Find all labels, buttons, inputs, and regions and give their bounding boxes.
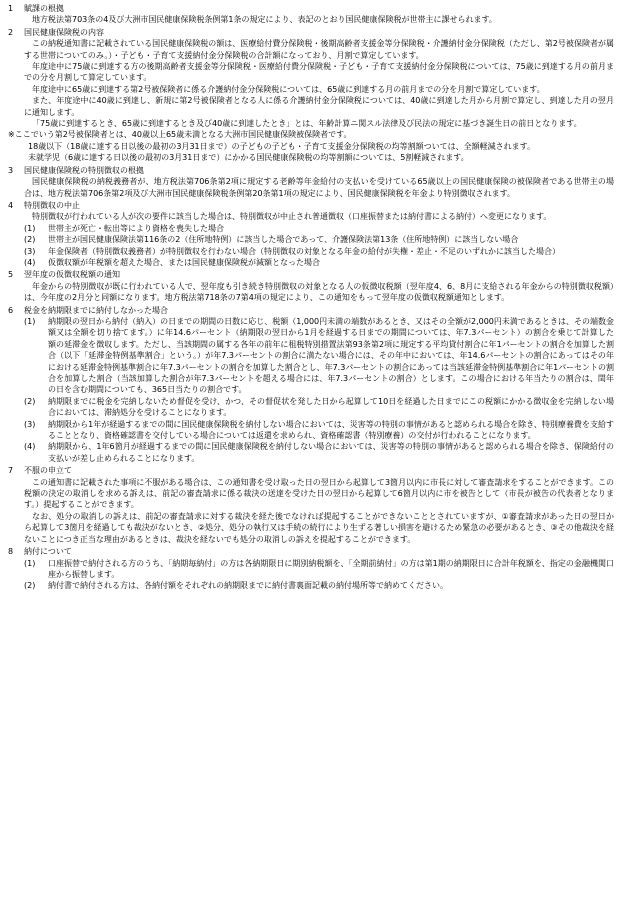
list-item bbox=[24, 257, 614, 268]
section-4 bbox=[8, 200, 614, 268]
section-heading bbox=[8, 27, 614, 38]
item-text: 納付書で納付される方は、各納付額をそれぞれの納期限までに納付書裏面記載の納付場所等で納めてください。 bbox=[48, 581, 448, 591]
section-2 bbox=[8, 27, 614, 164]
item-number: (3) bbox=[24, 419, 36, 429]
item-text: 世帯主が死亡・転出等により資格を喪失した場合 bbox=[48, 223, 224, 233]
paragraph: この納税通知書に記載されている国民健康保険税の額は、医療給付費分保険税・後期高齢者支援金等分保険税・介護納付金分保険税（ただし、第2号被保険者が属する世帯についてのみ。）・子ども・子育て支援納付金分保険税の合計額になっており、月割で算定しています。 bbox=[24, 39, 614, 60]
section-heading bbox=[8, 546, 614, 557]
list-item bbox=[24, 316, 614, 396]
item-number: (3) bbox=[24, 246, 36, 256]
section-title: 賦課の根拠 bbox=[24, 4, 64, 13]
section-8 bbox=[8, 546, 614, 592]
item-text: 納期限から1年が経過するまでの間に国民健康保険税を納付しない場合においては、災害等の特別の事情があると認められる場合を除き、特別療養費を支給することとなり、資格確認書を交付している場合については返還を求められ、資格確認書（特別療養）の交付が行われることになります。 bbox=[48, 419, 614, 441]
item-number: (2) bbox=[24, 581, 36, 591]
section-title: 国民健康保険税の内容 bbox=[24, 27, 104, 37]
list-item bbox=[24, 234, 614, 245]
section-3 bbox=[8, 165, 614, 199]
list-item bbox=[24, 580, 614, 591]
item-text: 口座振替で納付される方のうち、「納期毎納付」の方は各納期限日に期別納税額を、「全期前納付」の方は第1期の納期限日に合計年税額を、指定の金融機関口座から振替します。 bbox=[48, 558, 614, 579]
paragraph: 特別徴収が行われている人が次の要件に該当した場合は、特別徴収が中止され普通徴収（口座振替または納付書による納付）へ変更になります。 bbox=[32, 212, 552, 222]
paragraph: また、年度途中に40歳に到達し、新規に第2号被保険者となる人に係る介護納付金分保険税については、40歳に到達した月から月割で算定し、到達した月の翌月に通知します。 bbox=[24, 96, 614, 117]
item-number: (2) bbox=[24, 235, 36, 245]
item-number: (1) bbox=[24, 223, 36, 233]
list-item bbox=[24, 246, 614, 257]
section-number: 8 bbox=[8, 547, 14, 557]
paragraph: 年度途中に65歳に到達する第2号被保険者に係る介護納付金分保険税については、65歳に到達する月の前月までの分を月割で算定しています。 bbox=[32, 84, 545, 94]
item-number: (4) bbox=[24, 257, 36, 267]
paragraph: 「75歳に到達するとき、65歳に到達するとき及び40歳に到達したとき」とは、年齢計算ニ関スル法律及び民法の規定に基づき誕生日の前日となります。 bbox=[32, 119, 582, 129]
section-heading bbox=[8, 200, 614, 211]
paragraph: 年度途中に75歳に到達する方の後期高齢者支援金等分保険税・医療給付費分保険税・子ども・子育て支援納付金分保険税については、75歳に到達する月の前月までの分を月割して算定しています。 bbox=[24, 62, 614, 83]
section-heading bbox=[8, 465, 614, 476]
item-text: 世帯主が国民健康保険法第116条の2（住所地特例）に該当した場合であって、介護保険法第13条（住所地特例）に該当しない場合 bbox=[48, 235, 519, 245]
item-number: (4) bbox=[24, 442, 36, 452]
item-number: (2) bbox=[24, 396, 36, 406]
section-title: 翌年度の仮徴収税額の通知 bbox=[24, 270, 120, 280]
item-text: 納期限までに税金を完納しないため督促を受け、かつ、その督促状を発した日から起算して10日を経過した日までにこの税額にかかる徴収金を完納しない場合においては、滞納処分を受けることになります。 bbox=[48, 396, 614, 418]
section-number: 2 bbox=[8, 27, 14, 37]
section-number: 6 bbox=[8, 305, 14, 315]
section-1 bbox=[8, 3, 614, 26]
section-heading bbox=[8, 305, 614, 316]
section-number: 1 bbox=[8, 4, 14, 13]
paragraph: 国民健康保険税の納税義務者が、地方税法第706条第2項に規定する老齢等年金給付の支払いを受けている65歳以上の国民健康保険の被保険者である世帯主の場合は、地方税法第706条第2項及び大洲市国民健康保険税条例第20条第1項の規定により、国民健康保険税を年金より特別徴収されます。 bbox=[24, 177, 614, 198]
paragraph: この通知書に記載された事項に不服がある場合は、この通知書を受け取った日の翌日から起算して3箇月以内に市長に対して審査請求をすることができます。この税額の決定の取消しを求める訴えは、前記の審査請求に係る裁決の送達を受けた日の翌日から起算して6箇月以内に市を被告として（市長が被告の代表者となります。）提起することができます。 bbox=[24, 477, 614, 510]
section-heading bbox=[8, 165, 614, 176]
item-number: (1) bbox=[24, 558, 36, 568]
section-6 bbox=[8, 305, 614, 465]
list-item bbox=[24, 558, 614, 581]
section-number: 5 bbox=[8, 270, 14, 280]
section-number: 7 bbox=[8, 466, 14, 476]
item-number: (1) bbox=[24, 316, 36, 326]
paragraph: 地方税法第703条の4及び大洲市国民健康保険税条例第1条の規定により、表記のとおり国民健康保険税が世帯主に課せられます。 bbox=[32, 15, 497, 25]
section-heading bbox=[8, 269, 614, 280]
section-title: 不服の申立て bbox=[24, 466, 72, 476]
section-title: 特別徴収の中止 bbox=[24, 200, 80, 210]
section-heading bbox=[8, 3, 614, 14]
section-7 bbox=[8, 465, 614, 545]
section-title: 国民健康保険税の特別徴収の根拠 bbox=[24, 165, 144, 175]
section-title: 税金を納期限までに納付しなかった場合 bbox=[24, 305, 168, 315]
item-text: 仮徴収額が年税額を超えた場合、または国民健康保険税が減額となった場合 bbox=[48, 257, 320, 267]
list-item bbox=[24, 223, 614, 234]
paragraph: なお、処分の取消しの訴えは、前記の審査請求に対する裁決を経た後でなければ提起することができないこととされていますが、①審査請求があった日の翌日から起算して3箇月を経過しても裁決がないとき、②処分、処分の執行又は手続の続行により生ずる著しい損害を避けるため緊急の必要があるとき、③その他裁決を経ないことにつき正当な理由があるときは、裁決を経ないでも処分の取消しの訴えを提起することができます。 bbox=[24, 511, 614, 544]
section-5 bbox=[8, 269, 614, 303]
section-number: 4 bbox=[8, 200, 14, 210]
section-title: 納付について bbox=[24, 547, 72, 557]
section-number: 3 bbox=[8, 165, 14, 175]
note: ※ここでいう第2号被保険者とは、40歳以上65歳未満となる大洲市国民健康保険被保険者です。 bbox=[8, 130, 352, 140]
sub-note: 未就学児（6歳に達する日以後の最初の3月31日まで）にかかる国民健康保険税の均等割額については、5割軽減されます。 bbox=[28, 153, 469, 163]
item-text: 納期限の翌日から納付（納入）の日までの期間の日数に応じ、税額（1,000円未満の端数があるとき、又はその全額が2,000円未満であるときは、その端数金額又は全額を切り捨てます。）に年14.6パーセント（納期限の翌日から1月を経過する日までの期間については、年7.3パーセント）の割合を乗じて計算した額の延滞金を徴収します。ただし、当該期間の属する各年の前年に租税特別措置法第93条第2項に規定する平均貸付割合に年1パーセントの割合を加算した割合（以下「延滞金特例基準割合」という。）が年7.3パーセントの割合に満たない場合には、その年中においては、年14.6パーセントの割合にあってはその年における延滞金特例基準割合に年7.3パーセントの割合を加算した割合とし、年7.3パーセントの割合にあっては当該延滞金特例基準割合に年1パーセントの割合を加算した割合（当該加算した割合が年7.3パーセントを超える場合には、年7.3パーセントの割合）とします。この場合における年当たりの割合は、閏年の日を含む期間についても、365日当たりの割合です。 bbox=[48, 316, 614, 395]
list-item bbox=[24, 419, 614, 442]
item-text: 年金保険者（特別徴収義務者）が特別徴収を行わない場合（特別徴収の対象となる年金の給付が失権・差止・不足のいずれかに該当した場合） bbox=[48, 246, 560, 256]
list-item bbox=[24, 396, 614, 419]
item-text: 納期限から、1年6箇月が経過するまでの間に国民健康保険税を納付しない場合においては、災害等の特別の事情があると認められる場合を除き、保険給付の支払いが差し止められることになります。 bbox=[48, 442, 614, 463]
list-item bbox=[24, 441, 614, 464]
sub-note: 18歳以下（18歳に達する日以後の最初の3月31日まで）の子どもの子ども・子育て支援金分保険税の均等割額ついては、全額軽減されます。 bbox=[28, 141, 535, 151]
paragraph: 年金からの特別徴収が既に行われている人で、翌年度も引き続き特別徴収の対象となる人の仮徴収税額（翌年度4、6、8月に支給される年金からの特別徴収税額）は、今年度の2月分と同額になります。地方税法第718条の7第4項の規定により、この通知をもって翌年度の仮徴収税額通知とします。 bbox=[24, 281, 614, 303]
